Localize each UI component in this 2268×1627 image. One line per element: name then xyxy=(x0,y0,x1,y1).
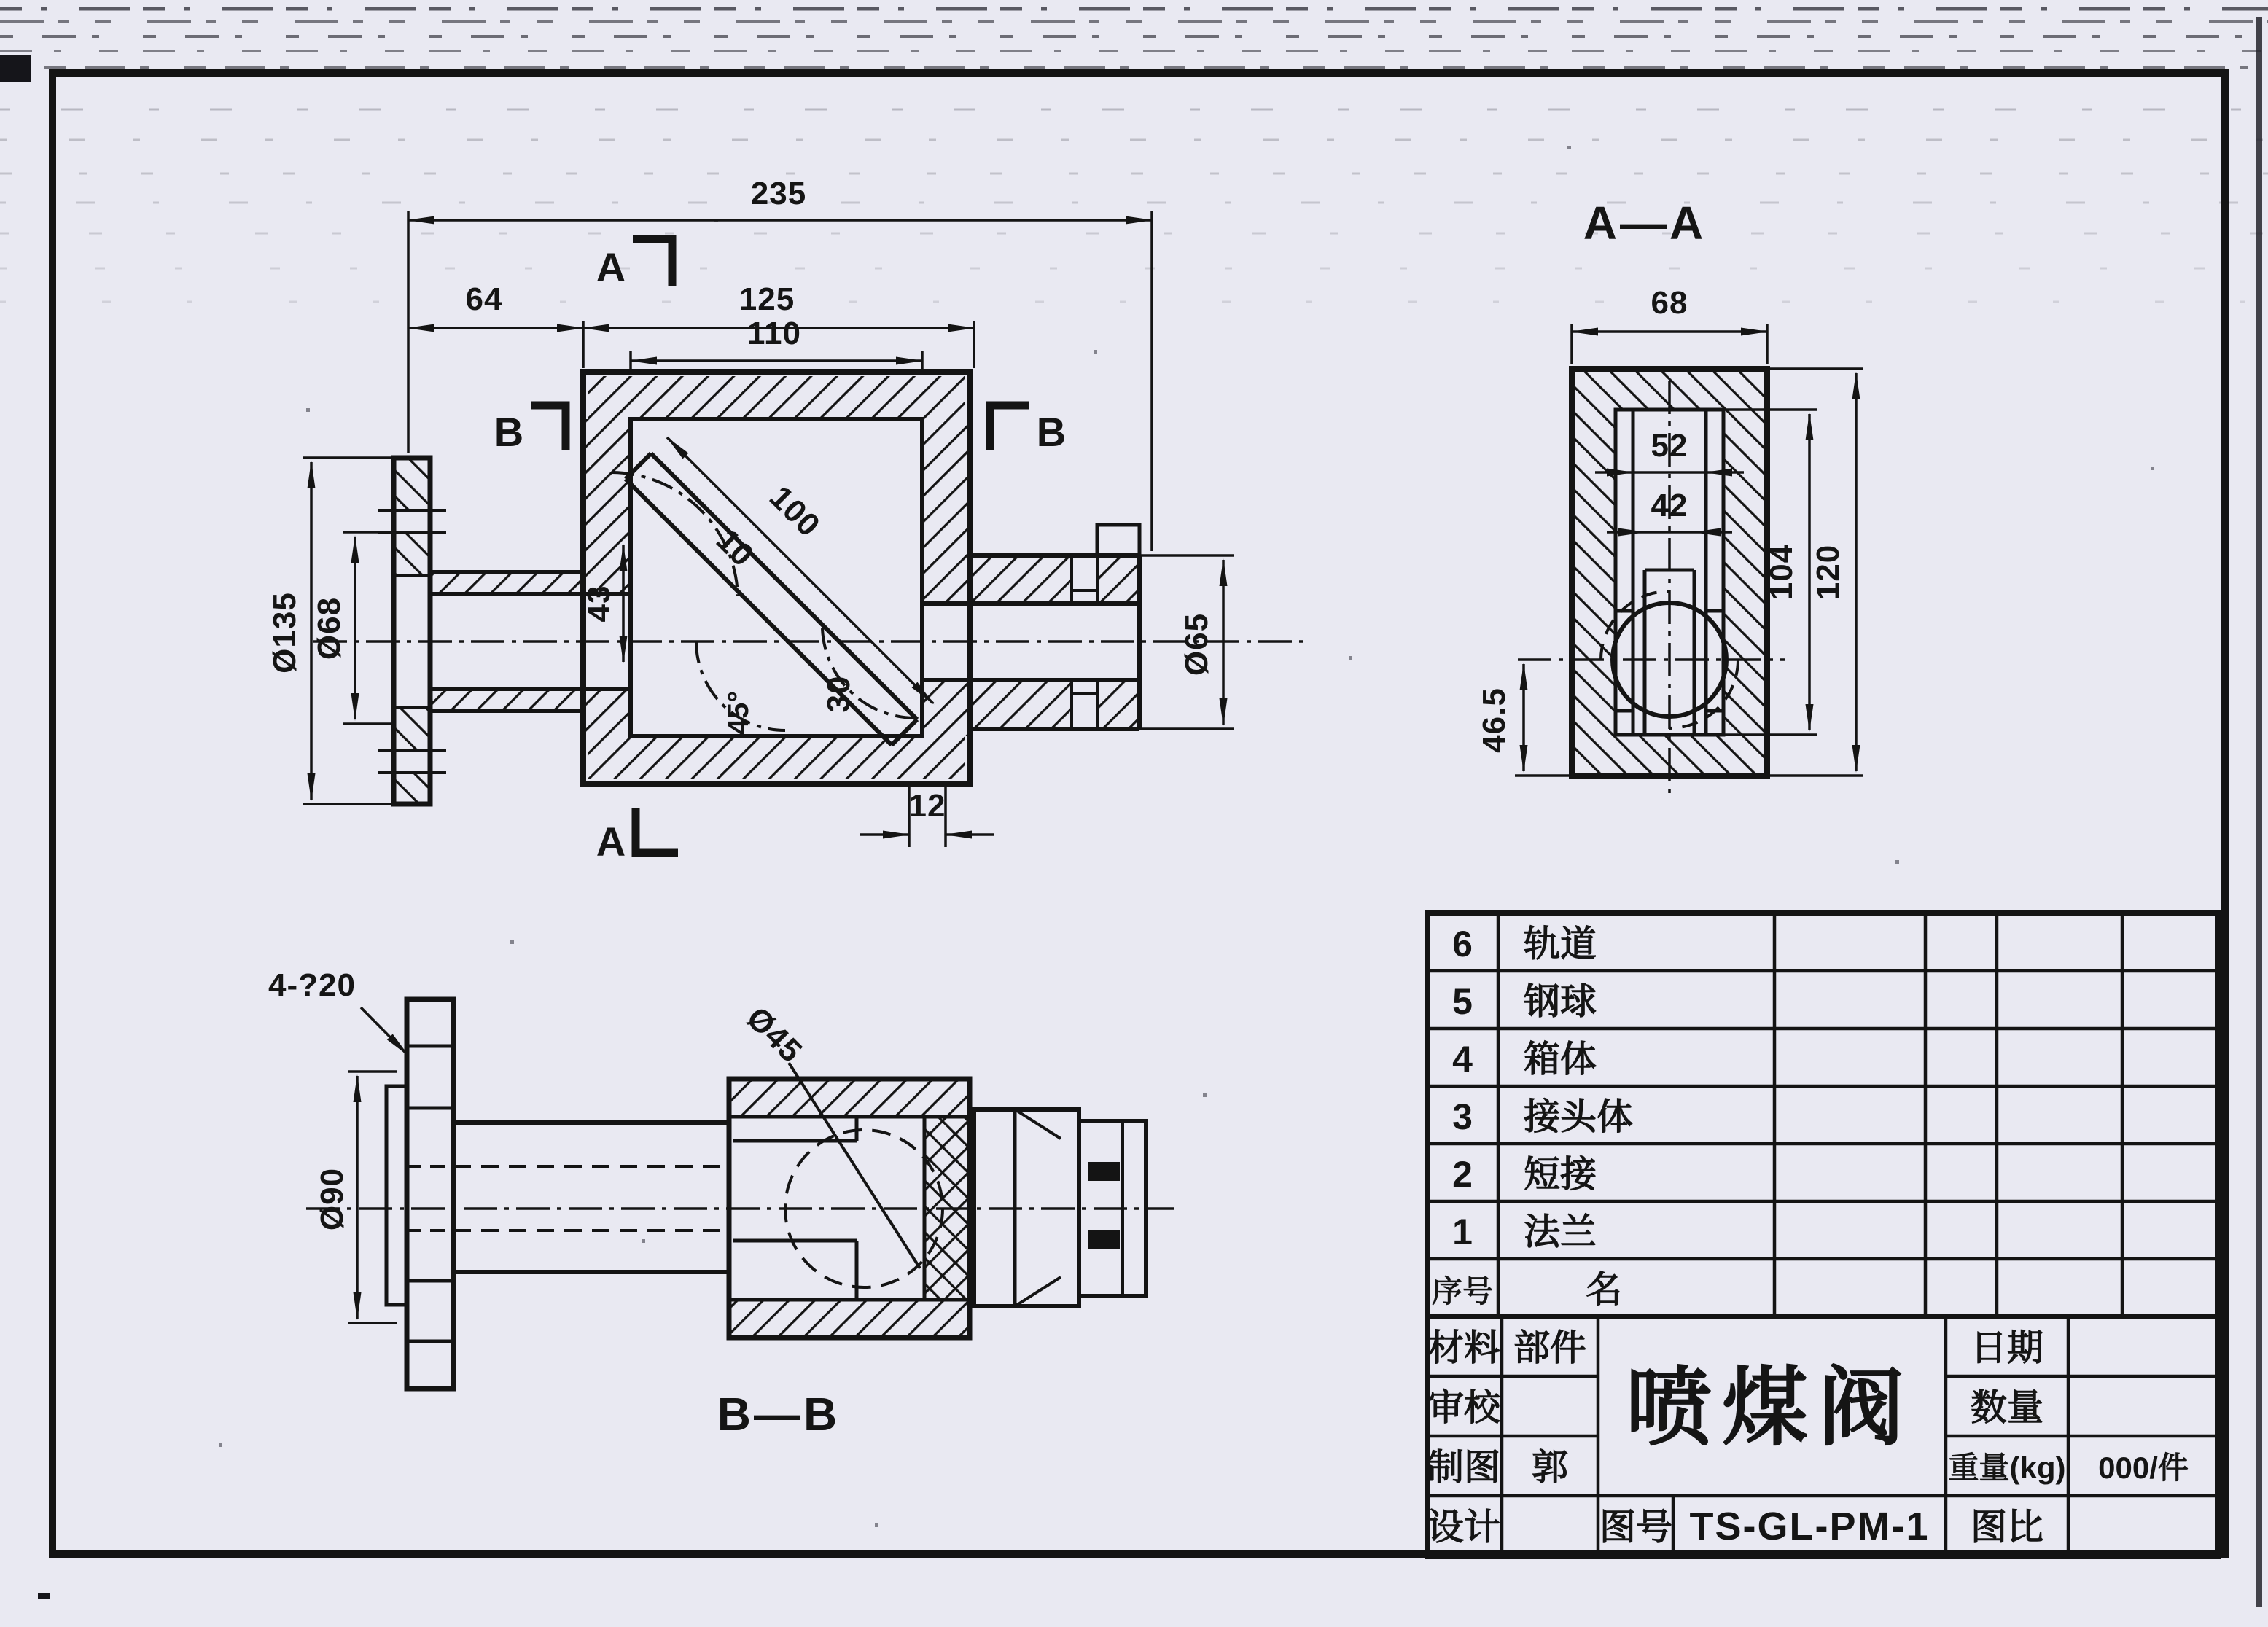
dim-125: 125 xyxy=(739,281,795,317)
sheet-border-frame xyxy=(52,73,2225,1554)
dim-42: 42 xyxy=(1651,488,1688,523)
section-b-left-bracket-icon xyxy=(531,405,566,450)
aa-section-view xyxy=(1476,197,1863,800)
parts-header-name: 名 xyxy=(1586,1269,1622,1310)
dim-43: 43 xyxy=(581,585,617,623)
scale-label: 图比 xyxy=(1971,1507,2043,1548)
part-row-no: 3 xyxy=(1452,1096,1473,1137)
design-label: 设计 xyxy=(1427,1507,1500,1548)
section-b-right-label: B xyxy=(1036,409,1067,455)
dim-flange-od: Ø135 xyxy=(267,592,303,674)
drawing-number: TS-GL-PM-1 xyxy=(1689,1505,1930,1548)
dim-46-5: 46.5 xyxy=(1476,687,1512,753)
section-a-top-label: A xyxy=(596,244,626,290)
material-label: 材料 xyxy=(1427,1327,1500,1368)
dim-slot-length: 100 xyxy=(762,479,827,545)
drafter-name: 郭 xyxy=(1532,1447,1568,1488)
drawing-no-label: 图号 xyxy=(1599,1507,1672,1548)
aa-view-title: A—A xyxy=(1583,197,1707,249)
bb-flange xyxy=(386,999,453,1389)
dim-104: 104 xyxy=(1764,544,1799,601)
section-a-bottom-label: A xyxy=(596,819,626,865)
dim-angle: 45° xyxy=(722,690,755,736)
dim-90: Ø90 xyxy=(314,1167,350,1231)
part-row-name: 钢球 xyxy=(1524,981,1597,1022)
parts-table xyxy=(1427,913,2218,1316)
part-row-name: 法兰 xyxy=(1524,1212,1597,1252)
scan-noise xyxy=(0,9,2268,1607)
section-a-bottom-bracket-icon xyxy=(636,808,678,853)
dim-12: 12 xyxy=(908,788,946,824)
dim-68: 68 xyxy=(1651,285,1688,321)
dim-30: 30 xyxy=(821,675,857,713)
dim-110: 110 xyxy=(747,316,801,351)
dim-port-od: Ø65 xyxy=(1179,612,1215,676)
part-row-name: 箱体 xyxy=(1524,1039,1597,1080)
dim-bolt-holes: 4-?20 xyxy=(268,967,356,1003)
bb-view-title: B—B xyxy=(717,1388,841,1440)
part-row-no: 4 xyxy=(1452,1039,1473,1080)
diagonal-slot xyxy=(612,437,933,745)
part-row-no: 6 xyxy=(1452,924,1473,964)
section-b-right-bracket-icon xyxy=(990,405,1029,450)
part-row-no: 1 xyxy=(1452,1212,1473,1252)
flange-left-section xyxy=(378,458,446,804)
dim-52: 52 xyxy=(1651,428,1688,464)
bb-shaft xyxy=(453,1123,730,1272)
dim-235: 235 xyxy=(750,176,807,211)
review-label: 审校 xyxy=(1427,1387,1500,1428)
parts-header-no: 序号 xyxy=(1431,1274,1494,1308)
dim-64: 64 xyxy=(465,281,503,317)
dim-45: Ø45 xyxy=(739,999,810,1070)
weight-label: 重量(kg) xyxy=(1948,1451,2066,1485)
part-row-name: 接头体 xyxy=(1524,1096,1633,1137)
part-row-name: 轨道 xyxy=(1524,924,1597,964)
qty-label: 数量 xyxy=(1971,1387,2043,1428)
weight-value: 000/件 xyxy=(2098,1451,2189,1485)
draft-label: 制图 xyxy=(1427,1447,1500,1488)
date-label: 日期 xyxy=(1971,1327,2043,1368)
part-label: 部件 xyxy=(1513,1327,1586,1368)
section-a-top-bracket-icon xyxy=(633,239,672,286)
main-section-view xyxy=(267,176,1305,865)
dim-slot-width: 10 xyxy=(709,522,761,574)
part-row-no: 2 xyxy=(1452,1154,1473,1195)
section-b-left-label: B xyxy=(494,409,524,455)
bb-section-view xyxy=(268,967,1174,1440)
product-title: 喷煤阀 xyxy=(1625,1360,1915,1456)
dim-flange-bc: Ø68 xyxy=(311,596,347,660)
part-row-no: 5 xyxy=(1452,981,1473,1022)
title-block xyxy=(1427,1316,2218,1556)
part-row-name: 短接 xyxy=(1524,1154,1597,1195)
dim-120: 120 xyxy=(1810,544,1846,601)
